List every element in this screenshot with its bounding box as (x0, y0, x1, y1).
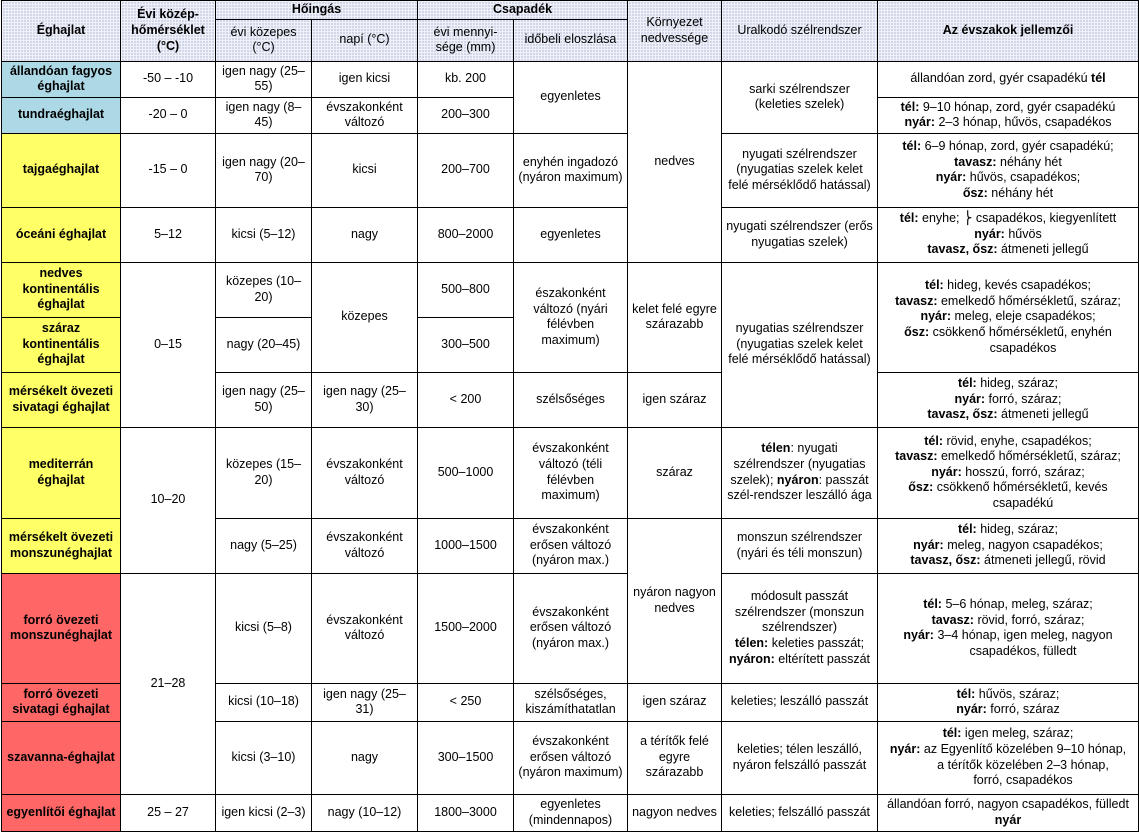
table-row (2, 61, 1139, 97)
seasons-cell: tél: 6–9 hónap, zord, gyér csapadékú; tavasz: néhány hét nyár: hűvös, csapadékos; ősz: néhány hét (878, 133, 1139, 207)
fluct-daily-cell: közepes (312, 262, 418, 372)
climate-name: tajgaéghajlat (2, 133, 121, 207)
precip-distribution-cell: egyenletes (mindennapos) (514, 794, 628, 831)
fluct-annual-cell: igen nagy (25–55) (216, 61, 312, 97)
seasons-cell: állandóan forró, nagyon csapadékos, fülledt nyár (878, 794, 1139, 831)
climate-name: óceáni éghajlat (2, 207, 121, 262)
precip-amount-cell: 200–700 (418, 133, 514, 207)
temp-cell: 0–15 (121, 262, 216, 427)
header-precip-distribution: időbeli eloszlása (514, 19, 628, 61)
fluct-annual-cell: nagy (5–25) (216, 518, 312, 573)
precip-distribution-cell: egyenletes (514, 61, 628, 133)
fluct-annual-cell: igen kicsi (2–3) (216, 794, 312, 831)
fluct-daily-cell: igen nagy (25–31) (312, 683, 418, 721)
climate-name: nedves kontinentális éghajlat (2, 262, 121, 317)
climate-name: tundraéghajlat (2, 97, 121, 133)
fluct-daily-cell: évszakonként változó (312, 427, 418, 518)
fluct-daily-cell: évszakonként változó (312, 573, 418, 683)
seasons-cell: tél: hideg, kevés csapadékos; tavasz: emelkedő hőmérsékletű, száraz; nyár: meleg, eleje csapadékos; ősz: csökkenő hőmérsékletű, enyhén csapadékos (878, 262, 1139, 372)
fluct-daily-cell: nagy (312, 207, 418, 262)
precip-amount-cell: 300–1500 (418, 721, 514, 794)
precip-distribution-cell: szélsőséges (514, 372, 628, 427)
precip-amount-cell: 1800–3000 (418, 794, 514, 831)
wind-cell: keleties; leszálló passzát (722, 683, 878, 721)
temp-cell: -20 – 0 (121, 97, 216, 133)
table-row (2, 133, 1139, 207)
header-climate: Éghajlat (2, 1, 121, 62)
climate-table (1, 0, 1139, 832)
table-row (2, 573, 1139, 683)
fluct-annual-cell: kicsi (5–8) (216, 573, 312, 683)
header-fluct-daily: napí (°C) (312, 19, 418, 61)
humidity-cell: a térítők felé egyre szárazabb (628, 721, 722, 794)
header-fluctuation: Hőingás (216, 1, 418, 20)
climate-name: mediterrán éghajlat (2, 427, 121, 518)
fluct-daily-cell: igen kicsi (312, 61, 418, 97)
seasons-cell: tél: hideg, száraz; nyár: forró, száraz; tavasz, ősz: átmeneti jellegű (878, 372, 1139, 427)
wind-cell: sarki szélrendszer (keleties szelek) (722, 61, 878, 133)
fluct-daily-cell: évszakonként változó (312, 97, 418, 133)
seasons-cell: állandóan zord, gyér csapadékú tél (878, 61, 1139, 97)
precip-distribution-cell: egyenletes (514, 207, 628, 262)
precip-amount-cell: < 250 (418, 683, 514, 721)
climate-name: száraz kontinentális éghajlat (2, 317, 121, 372)
fluct-annual-cell: kicsi (10–18) (216, 683, 312, 721)
wind-cell: keleties; télen leszálló, nyáron felszálló passzát (722, 721, 878, 794)
wind-cell: nyugatias szélrendszer (nyugatias szelek kelet felé mérséklődő hatással) (722, 262, 878, 427)
fluct-annual-cell: igen nagy (20–70) (216, 133, 312, 207)
precip-amount-cell: kb. 200 (418, 61, 514, 97)
humidity-cell: kelet felé egyre szárazabb (628, 262, 722, 372)
wind-cell: nyugati szélrendszer (nyugatias szelek kelet felé mérséklődő hatással) (722, 133, 878, 207)
fluct-annual-cell: igen nagy (25–50) (216, 372, 312, 427)
header-wind: Uralkodó szélrendszer (722, 1, 878, 62)
temp-cell: 25 – 27 (121, 794, 216, 831)
header-humidity: Környezet nedvessége (628, 1, 722, 62)
seasons-cell: tél: 9–10 hónap, zord, gyér csapadékú nyár: 2–3 hónap, hűvös, csapadékos (878, 97, 1139, 133)
climate-name: mérsékelt övezeti sivatagi éghajlat (2, 372, 121, 427)
precip-distribution-cell: északonként változó (nyári félévben maximum) (514, 262, 628, 372)
fluct-daily-cell: nagy (312, 721, 418, 794)
climate-name: szavanna-éghajlat (2, 721, 121, 794)
temp-cell: 10–20 (121, 427, 216, 573)
fluct-annual-cell: igen nagy (8–45) (216, 97, 312, 133)
climate-name: forró övezeti monszunéghajlat (2, 573, 121, 683)
precip-amount-cell: 500–800 (418, 262, 514, 317)
seasons-cell: tél: rövid, enyhe, csapadékos; tavasz: emelkedő hőmérsékletű, száraz; nyár: hosszú, forró, száraz; ősz: csökkenő hőmérsékletű, kevés csapadékú (878, 427, 1139, 518)
climate-name: egyenlítői éghajlat (2, 794, 121, 831)
humidity-cell: nedves (628, 61, 722, 262)
humidity-cell: igen száraz (628, 683, 722, 721)
header-fluct-annual: évi közepes (°C) (216, 19, 312, 61)
precip-amount-cell: 1000–1500 (418, 518, 514, 573)
table-row (2, 427, 1139, 518)
header-annual-mean-temp: Évi közép-hőmérséklet (°C) (121, 1, 216, 62)
humidity-cell: igen száraz (628, 372, 722, 427)
climate-name: forró övezeti sivatagi éghajlat (2, 683, 121, 721)
climate-name: állandóan fagyos éghajlat (2, 61, 121, 97)
fluct-annual-cell: közepes (15–20) (216, 427, 312, 518)
precip-distribution-cell: enyhén ingadozó (nyáron maximum) (514, 133, 628, 207)
temp-cell: -50 – -10 (121, 61, 216, 97)
seasons-cell: tél: enyhe; ⎬ csapadékos, kiegyenlített nyár: hűvös tavasz, ősz: átmeneti jellegű (878, 207, 1139, 262)
temp-cell: 5–12 (121, 207, 216, 262)
fluct-annual-cell: közepes (10–20) (216, 262, 312, 317)
precip-amount-cell: 1500–2000 (418, 573, 514, 683)
fluct-daily-cell: kicsi (312, 133, 418, 207)
precip-amount-cell: 300–500 (418, 317, 514, 372)
header-precipitation: Csapadék (418, 1, 628, 20)
table-row (2, 794, 1139, 831)
temp-cell: 21–28 (121, 573, 216, 794)
humidity-cell: nagyon nedves (628, 794, 722, 831)
fluct-annual-cell: kicsi (3–10) (216, 721, 312, 794)
wind-cell: keleties; felszálló passzát (722, 794, 878, 831)
precip-amount-cell: 800–2000 (418, 207, 514, 262)
climate-name: mérsékelt övezeti monszunéghajlat (2, 518, 121, 573)
table-row (2, 262, 1139, 317)
header-precip-amount: évi mennyi-sége (mm) (418, 19, 514, 61)
seasons-cell: tél: 5–6 hónap, meleg, száraz; tavasz: rövid, forró, száraz; nyár: 3–4 hónap, igen meleg, nagyon csapadékos, fülledt (878, 573, 1139, 683)
precip-amount-cell: 500–1000 (418, 427, 514, 518)
fluct-daily-cell: évszakonként változó (312, 518, 418, 573)
fluct-daily-cell: igen nagy (25–30) (312, 372, 418, 427)
precip-distribution-cell: évszakonként erősen változó (nyáron maximum) (514, 721, 628, 794)
temp-cell: -15 – 0 (121, 133, 216, 207)
precip-amount-cell: < 200 (418, 372, 514, 427)
seasons-cell: tél: hideg, száraz; nyár: meleg, nagyon csapadékos; tavasz, ősz: átmeneti jellegű, rövid (878, 518, 1139, 573)
humidity-cell: nyáron nagyon nedves (628, 518, 722, 683)
fluct-annual-cell: kicsi (5–12) (216, 207, 312, 262)
wind-cell: nyugati szélrendszer (erős nyugatias szelek) (722, 207, 878, 262)
table-row (2, 207, 1139, 262)
seasons-cell: tél: igen meleg, száraz; nyár: az Egyenlítő közelében 9–10 hónap, a térítők közelében 2–3 hónap, forró, csapadékos (878, 721, 1139, 794)
precip-distribution-cell: szélsőséges, kiszámíthatatlan (514, 683, 628, 721)
humidity-cell: száraz (628, 427, 722, 518)
fluct-daily-cell: nagy (10–12) (312, 794, 418, 831)
fluct-annual-cell: nagy (20–45) (216, 317, 312, 372)
header-seasons: Az évszakok jellemzői (878, 1, 1139, 62)
precip-amount-cell: 200–300 (418, 97, 514, 133)
wind-cell: monszun szélrendszer (nyári és téli monszun) (722, 518, 878, 573)
wind-cell: módosult passzát szélrendszer (monszun szélrendszer) télen: keleties passzát; nyáron: eltérített passzát (722, 573, 878, 683)
precip-distribution-cell: évszakonként erősen változó (nyáron max.) (514, 573, 628, 683)
wind-cell: télen: nyugati szélrendszer (nyugatias szelek); nyáron: passzát szél-rendszer leszálló ága (722, 427, 878, 518)
seasons-cell: tél: hűvös, száraz; nyár: forró, száraz (878, 683, 1139, 721)
precip-distribution-cell: évszakonként változó (téli félévben maximum) (514, 427, 628, 518)
precip-distribution-cell: évszakonként erősen változó (nyáron max.) (514, 518, 628, 573)
